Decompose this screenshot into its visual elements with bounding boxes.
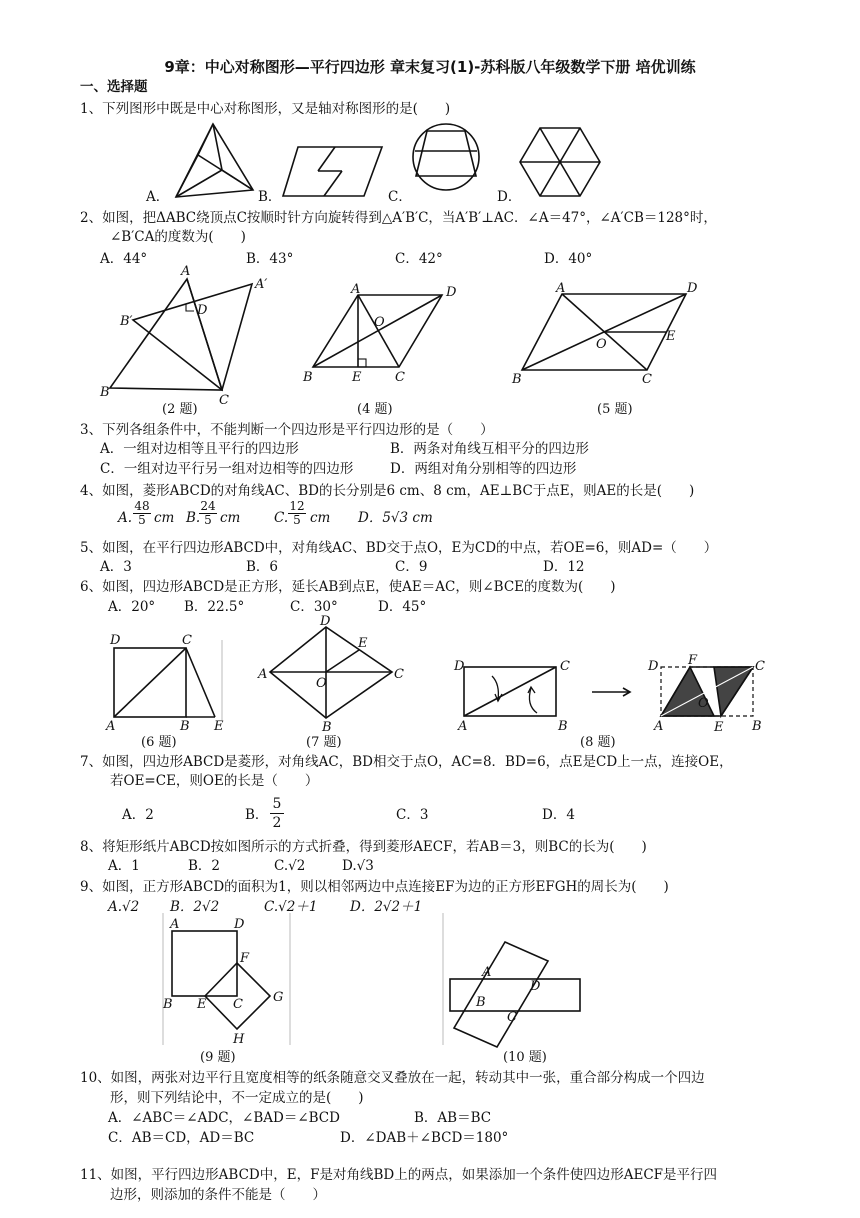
q4-b-denominator: 5 bbox=[199, 513, 217, 527]
svg-text:O: O bbox=[374, 315, 385, 330]
svg-text:E: E bbox=[666, 329, 676, 344]
q2-option-b: B．43° bbox=[246, 251, 294, 267]
q4-option-b-unit: cm bbox=[220, 510, 241, 526]
q10-option-a: A．∠ABC＝∠ADC，∠BAD＝∠BCD bbox=[108, 1110, 340, 1126]
svg-text:D: D bbox=[197, 303, 208, 318]
figure-9-caption: (9 题) bbox=[200, 1050, 236, 1065]
q5-option-d: D．12 bbox=[543, 559, 585, 575]
svg-text:D: D bbox=[648, 659, 659, 674]
svg-text:C: C bbox=[182, 633, 192, 648]
svg-text:A: A bbox=[170, 917, 180, 932]
figure-4-caption: (4 题) bbox=[357, 402, 393, 417]
svg-text:B′: B′ bbox=[120, 314, 133, 329]
question-6-stem: 6、如图，四边形ABCD是正方形，延长AB到点E，使AE＝AC，则∠BCE的度数为( ) bbox=[80, 579, 616, 595]
question-2-stem: 2、如图，把ΔABC绕顶点C按顺时针方向旋转得到△A′B′C，当A′B′⊥AC．∠A＝47°，∠A′CB＝128°时， bbox=[80, 210, 717, 226]
figure-2-caption: (2 题) bbox=[162, 402, 198, 417]
q10-option-d: D．∠DAB＋∠BCD＝180° bbox=[340, 1130, 509, 1146]
question-7-stem-cont: 若OE=CE，则OE的长是（ ） bbox=[110, 773, 319, 789]
q2-option-c: C．42° bbox=[395, 251, 443, 267]
svg-text:A: A bbox=[482, 965, 492, 980]
svg-text:O: O bbox=[698, 696, 709, 711]
q4-option-a-unit: cm bbox=[154, 510, 175, 526]
svg-text:D: D bbox=[110, 633, 121, 648]
q5-option-a: A．3 bbox=[100, 559, 132, 575]
svg-text:A: A bbox=[106, 719, 116, 734]
q1-option-d: D． bbox=[497, 189, 522, 205]
q4-a-numerator: 48 bbox=[134, 499, 150, 513]
q7-b-denominator: 2 bbox=[270, 813, 284, 832]
svg-text:B: B bbox=[752, 719, 762, 734]
q3-option-d: D．两组对角分别相等的四边形 bbox=[390, 461, 577, 477]
q1-option-b: B． bbox=[258, 189, 282, 205]
svg-text:C: C bbox=[755, 659, 765, 674]
svg-text:A: A bbox=[654, 719, 664, 734]
svg-text:D: D bbox=[530, 979, 541, 994]
q5-option-c: C．9 bbox=[395, 559, 428, 575]
figure-6-caption: (6 题) bbox=[141, 735, 177, 750]
svg-text:B: B bbox=[558, 719, 568, 734]
svg-text:F: F bbox=[240, 951, 250, 966]
question-8-stem: 8、将矩形纸片ABCD按如图所示的方式折叠，得到菱形AECF，若AB＝3，则BC的长为( ) bbox=[80, 839, 647, 855]
q7-option-b: B． bbox=[245, 807, 269, 823]
svg-text:C: C bbox=[219, 393, 229, 408]
svg-text:C: C bbox=[394, 667, 404, 682]
svg-text:B: B bbox=[303, 370, 313, 385]
svg-text:C: C bbox=[395, 370, 405, 385]
svg-text:B: B bbox=[476, 995, 486, 1010]
q9-option-d: D．2√2＋1 bbox=[350, 899, 423, 915]
question-10-stem-cont: 形，则下列结论中，不一定成立的是( ) bbox=[110, 1090, 364, 1106]
q5-option-b: B．6 bbox=[246, 559, 279, 575]
svg-text:G: G bbox=[273, 990, 284, 1005]
q7-option-a: A．2 bbox=[122, 807, 154, 823]
q6-option-b: B．22.5° bbox=[184, 599, 245, 615]
question-11-stem: 11、如图，平行四边形ABCD中，E，F是对角线BD上的两点，如果添加一个条件使四边形AECF是平行四 bbox=[80, 1167, 718, 1183]
q3-option-b: B．两条对角线互相平分的四边形 bbox=[390, 441, 589, 457]
svg-text:B: B bbox=[512, 372, 522, 387]
svg-text:O: O bbox=[316, 676, 327, 691]
q4-option-c-unit: cm bbox=[310, 510, 331, 526]
q8-option-b: B．2 bbox=[188, 858, 221, 874]
figure-10-caption: (10 题) bbox=[503, 1050, 547, 1065]
svg-text:E: E bbox=[358, 636, 368, 651]
q4-option-b-label: B. bbox=[186, 510, 201, 526]
svg-text:H: H bbox=[233, 1032, 245, 1047]
q7-option-c: C．3 bbox=[396, 807, 429, 823]
svg-text:E: E bbox=[714, 720, 724, 735]
question-3-stem: 3、下列各组条件中，不能判断一个四边形是平行四边形的是（ ） bbox=[80, 422, 494, 438]
figure-5-caption: (5 题) bbox=[597, 402, 633, 417]
q10-option-c: C．AB＝CD，AD＝BC bbox=[108, 1130, 255, 1146]
q9-option-c: C.√2＋1 bbox=[264, 899, 318, 915]
q8-option-c: C.√2 bbox=[274, 858, 306, 874]
q6-option-d: D．45° bbox=[378, 599, 427, 615]
question-11-stem-cont: 边形，则添加的条件不能是（ ） bbox=[110, 1187, 326, 1203]
svg-text:E: E bbox=[214, 719, 224, 734]
svg-text:C: C bbox=[642, 372, 652, 387]
q8-option-d: D.√3 bbox=[342, 858, 374, 874]
q3-option-a: A．一组对边相等且平行的四边形 bbox=[100, 441, 299, 457]
svg-text:A: A bbox=[556, 281, 566, 296]
svg-text:D: D bbox=[234, 917, 245, 932]
q9-option-b: B．2√2 bbox=[170, 899, 220, 915]
page-title: 9章：中心对称图形—平行四边形 章末复习(1)-苏科版八年级数学下册 培优训练 bbox=[164, 58, 696, 76]
question-5-stem: 5、如图，在平行四边形ABCD中，对角线AC、BD交于点O，E为CD的中点，若OE=6，则AD=（ ） bbox=[80, 540, 718, 556]
q6-option-c: C．30° bbox=[290, 599, 338, 615]
q7-b-numerator: 5 bbox=[272, 796, 282, 812]
section-heading: 一、选择题 bbox=[80, 79, 148, 95]
question-10-stem: 10、如图，两张对边平行且宽度相等的纸条随意交叉叠放在一起，转动其中一张，重合部分构成一个四边 bbox=[80, 1070, 705, 1086]
svg-text:E: E bbox=[197, 997, 207, 1012]
q1-option-a: A． bbox=[146, 189, 170, 205]
q6-option-a: A．20° bbox=[108, 599, 156, 615]
figure-8-caption: (8 题) bbox=[580, 735, 616, 750]
svg-text:D: D bbox=[320, 614, 331, 629]
svg-text:D: D bbox=[446, 285, 457, 300]
svg-text:D: D bbox=[687, 281, 698, 296]
svg-text:O: O bbox=[596, 337, 607, 352]
q4-option-a-label: A. bbox=[118, 510, 133, 526]
svg-text:E: E bbox=[352, 370, 362, 385]
svg-text:C: C bbox=[560, 659, 570, 674]
q4-option-d: D．5√3 cm bbox=[358, 510, 433, 526]
svg-text:A: A bbox=[181, 264, 191, 279]
question-4-stem: 4、如图，菱形ABCD的对角线AC、BD的长分别是6 cm、8 cm，AE⊥BC于点E，则AE的长是( ) bbox=[80, 483, 695, 499]
svg-text:D: D bbox=[454, 659, 465, 674]
q4-c-denominator: 5 bbox=[288, 513, 306, 527]
svg-text:A: A bbox=[458, 719, 468, 734]
svg-text:B: B bbox=[180, 719, 190, 734]
q8-option-a: A．1 bbox=[108, 858, 140, 874]
q4-option-c-label: C. bbox=[274, 510, 289, 526]
q4-a-denominator: 5 bbox=[133, 513, 151, 527]
svg-text:B: B bbox=[322, 720, 332, 735]
svg-text:C: C bbox=[233, 997, 243, 1012]
question-1-stem: 1、下列图形中既是中心对称图形，又是轴对称图形的是( ) bbox=[80, 101, 451, 117]
question-2-stem-cont: ∠B′CA的度数为( ) bbox=[110, 229, 246, 245]
q4-b-numerator: 24 bbox=[200, 499, 216, 513]
svg-text:C: C bbox=[507, 1010, 517, 1025]
svg-text:A: A bbox=[258, 667, 268, 682]
q1-option-c: C． bbox=[388, 189, 412, 205]
question-9-stem: 9、如图，正方形ABCD的面积为1，则以相邻两边中点连接EF为边的正方形EFGH的周长为( ) bbox=[80, 879, 669, 895]
svg-text:A′: A′ bbox=[255, 277, 268, 292]
svg-text:B: B bbox=[163, 997, 173, 1012]
figure-7-caption: (7 题) bbox=[306, 735, 342, 750]
q2-option-d: D．40° bbox=[544, 251, 593, 267]
svg-text:B: B bbox=[100, 385, 110, 400]
q9-option-a: A.√2 bbox=[108, 899, 140, 915]
q3-option-c: C．一组对边平行另一组对边相等的四边形 bbox=[100, 461, 354, 477]
q2-option-a: A．44° bbox=[100, 251, 148, 267]
q4-c-numerator: 12 bbox=[289, 499, 305, 513]
q7-option-d: D．4 bbox=[542, 807, 575, 823]
svg-text:F: F bbox=[688, 653, 698, 668]
question-7-stem: 7、如图，四边形ABCD是菱形，对角线AC，BD相交于点O，AC=8．BD=6，点E是CD上一点，连接OE， bbox=[80, 754, 733, 770]
q10-option-b: B．AB＝BC bbox=[414, 1110, 492, 1126]
svg-text:A: A bbox=[351, 282, 361, 297]
